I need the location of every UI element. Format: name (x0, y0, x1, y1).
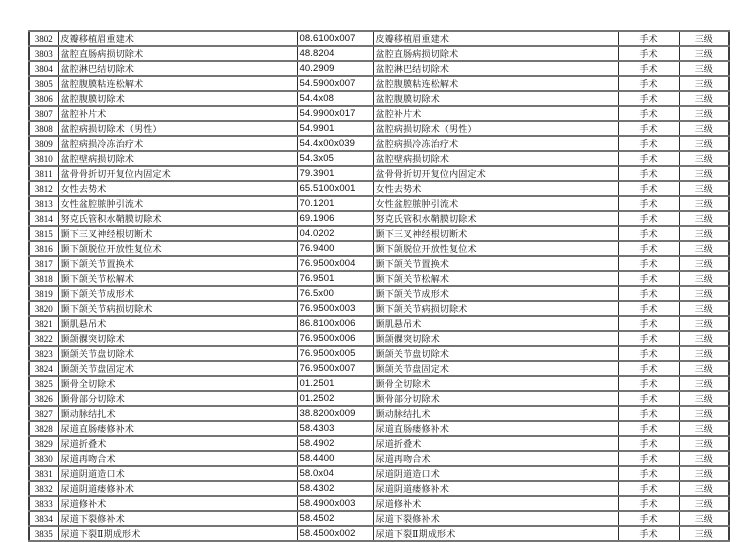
cell-name-repeat: 尿道修补术 (373, 496, 618, 511)
cell-index: 3802 (29, 31, 58, 46)
cell-level: 三级 (679, 451, 729, 466)
cell-index: 3826 (29, 391, 58, 406)
cell-name: 尿道阴道造口术 (58, 466, 297, 481)
cell-name: 颞下颌关节松解术 (58, 271, 297, 286)
cell-index: 3805 (29, 76, 58, 91)
cell-level: 三级 (679, 121, 729, 136)
cell-name: 尿道阴道瘘修补术 (58, 481, 297, 496)
cell-name: 盆腔病损冷冻治疗术 (58, 136, 297, 151)
cell-category: 手术 (618, 121, 679, 136)
cell-category: 手术 (618, 376, 679, 391)
table-row (29, 526, 729, 541)
cell-code: 40.2909 (297, 61, 373, 76)
cell-level: 三级 (679, 271, 729, 286)
cell-level: 三级 (679, 91, 729, 106)
cell-category: 手术 (618, 526, 679, 541)
cell-level: 三级 (679, 166, 729, 181)
cell-category: 手术 (618, 286, 679, 301)
table-row (29, 256, 729, 271)
cell-name: 女性盆腔脓肿引流术 (58, 196, 297, 211)
cell-name: 颞骨部分切除术 (58, 391, 297, 406)
cell-code: 76.9500x003 (297, 301, 373, 316)
cell-code: 65.5100x001 (297, 181, 373, 196)
cell-code: 76.5x00 (297, 286, 373, 301)
cell-level: 三级 (679, 196, 729, 211)
cell-code: 69.1906 (297, 211, 373, 226)
cell-index: 3814 (29, 211, 58, 226)
cell-name: 盆腔补片术 (58, 106, 297, 121)
cell-category: 手术 (618, 226, 679, 241)
cell-index: 3813 (29, 196, 58, 211)
cell-index: 3816 (29, 241, 58, 256)
cell-index: 3828 (29, 421, 58, 436)
cell-code: 01.2501 (297, 376, 373, 391)
cell-index: 3821 (29, 316, 58, 331)
cell-name: 颞下颌关节成形术 (58, 286, 297, 301)
cell-category: 手术 (618, 331, 679, 346)
cell-name-repeat: 皮瓣移植眉重建术 (373, 31, 618, 46)
cell-name: 努克氏管积水鞘膜切除术 (58, 211, 297, 226)
cell-code: 58.4400 (297, 451, 373, 466)
table-row (29, 496, 729, 511)
cell-level: 三级 (679, 211, 729, 226)
cell-code: 76.9501 (297, 271, 373, 286)
cell-level: 三级 (679, 256, 729, 271)
cell-code: 58.0x04 (297, 466, 373, 481)
cell-category: 手术 (618, 496, 679, 511)
cell-index: 3807 (29, 106, 58, 121)
table-row (29, 211, 729, 226)
cell-code: 01.2502 (297, 391, 373, 406)
cell-category: 手术 (618, 151, 679, 166)
cell-name: 颞颌关节盘切除术 (58, 346, 297, 361)
cell-name-repeat: 颞骨全切除术 (373, 376, 618, 391)
cell-index: 3827 (29, 406, 58, 421)
cell-name: 颞颌关节盘固定术 (58, 361, 297, 376)
cell-category: 手术 (618, 241, 679, 256)
cell-index: 3829 (29, 436, 58, 451)
cell-category: 手术 (618, 481, 679, 496)
cell-name: 皮瓣移植眉重建术 (58, 31, 297, 46)
cell-level: 三级 (679, 61, 729, 76)
table-row (29, 406, 729, 421)
cell-level: 三级 (679, 331, 729, 346)
cell-name-repeat: 颞动脉结扎术 (373, 406, 618, 421)
cell-name: 盆腔腹膜切除术 (58, 91, 297, 106)
cell-name-repeat: 盆腔直肠病损切除术 (373, 46, 618, 61)
cell-name: 盆腔壁病损切除术 (58, 151, 297, 166)
cell-level: 三级 (679, 466, 729, 481)
cell-name-repeat: 盆腔腹膜粘连松解术 (373, 76, 618, 91)
table-row (29, 106, 729, 121)
cell-index: 3808 (29, 121, 58, 136)
table-row (29, 166, 729, 181)
cell-name-repeat: 尿道下裂修补术 (373, 511, 618, 526)
cell-name: 颞肌悬吊术 (58, 316, 297, 331)
cell-level: 三级 (679, 511, 729, 526)
cell-category: 手术 (618, 436, 679, 451)
cell-category: 手术 (618, 466, 679, 481)
cell-name-repeat: 盆腔淋巴结切除术 (373, 61, 618, 76)
cell-name-repeat: 盆骨骨折切开复位内固定术 (373, 166, 618, 181)
procedure-table (28, 30, 730, 542)
table-row (29, 46, 729, 61)
table-row (29, 421, 729, 436)
cell-name: 尿道直肠瘘修补术 (58, 421, 297, 436)
table-row (29, 76, 729, 91)
table-row (29, 436, 729, 451)
cell-name-repeat: 尿道阴道造口术 (373, 466, 618, 481)
table-row (29, 181, 729, 196)
table-row (29, 226, 729, 241)
cell-name: 盆腔病损切除术（男性） (58, 121, 297, 136)
cell-category: 手术 (618, 301, 679, 316)
cell-level: 三级 (679, 376, 729, 391)
cell-level: 三级 (679, 316, 729, 331)
cell-code: 54.3x05 (297, 151, 373, 166)
cell-index: 3812 (29, 181, 58, 196)
cell-code: 58.4302 (297, 481, 373, 496)
table-row (29, 136, 729, 151)
cell-name-repeat: 颞下颌关节松解术 (373, 271, 618, 286)
cell-index: 3815 (29, 226, 58, 241)
cell-level: 三级 (679, 346, 729, 361)
table-row (29, 481, 729, 496)
cell-name-repeat: 盆腔病损切除术（男性） (373, 121, 618, 136)
cell-name-repeat: 尿道再吻合术 (373, 451, 618, 466)
cell-index: 3806 (29, 91, 58, 106)
cell-category: 手术 (618, 31, 679, 46)
cell-level: 三级 (679, 301, 729, 316)
table-row (29, 301, 729, 316)
cell-index: 3803 (29, 46, 58, 61)
cell-level: 三级 (679, 181, 729, 196)
cell-code: 08.6100x007 (297, 31, 373, 46)
cell-index: 3825 (29, 376, 58, 391)
cell-name: 颞下颌关节置换术 (58, 256, 297, 271)
cell-name-repeat: 努克氏管积水鞘膜切除术 (373, 211, 618, 226)
table-row (29, 361, 729, 376)
cell-code: 79.3901 (297, 166, 373, 181)
cell-category: 手术 (618, 61, 679, 76)
cell-index: 3804 (29, 61, 58, 76)
cell-category: 手术 (618, 406, 679, 421)
table-row (29, 286, 729, 301)
cell-level: 三级 (679, 391, 729, 406)
cell-level: 三级 (679, 421, 729, 436)
cell-name-repeat: 颞下颌关节置换术 (373, 256, 618, 271)
table-row (29, 346, 729, 361)
cell-name-repeat: 颞颌关节盘固定术 (373, 361, 618, 376)
cell-name-repeat: 盆腔病损冷冻治疗术 (373, 136, 618, 151)
cell-name: 尿道下裂修补术 (58, 511, 297, 526)
cell-index: 3810 (29, 151, 58, 166)
cell-index: 3809 (29, 136, 58, 151)
cell-name-repeat: 尿道阴道瘘修补术 (373, 481, 618, 496)
cell-index: 3823 (29, 346, 58, 361)
cell-category: 手术 (618, 256, 679, 271)
cell-code: 38.8200x009 (297, 406, 373, 421)
cell-index: 3832 (29, 481, 58, 496)
cell-code: 54.9900x017 (297, 106, 373, 121)
cell-category: 手术 (618, 211, 679, 226)
cell-level: 三级 (679, 241, 729, 256)
cell-code: 76.9500x007 (297, 361, 373, 376)
table-row (29, 391, 729, 406)
cell-name-repeat: 颞肌悬吊术 (373, 316, 618, 331)
cell-level: 三级 (679, 406, 729, 421)
cell-name: 尿道修补术 (58, 496, 297, 511)
cell-name-repeat: 颞颌关节盘切除术 (373, 346, 618, 361)
cell-code: 58.4500x002 (297, 526, 373, 541)
cell-name: 尿道折叠术 (58, 436, 297, 451)
cell-code: 58.4303 (297, 421, 373, 436)
cell-name: 颞动脉结扎术 (58, 406, 297, 421)
cell-level: 三级 (679, 286, 729, 301)
table-row (29, 466, 729, 481)
cell-code: 58.4502 (297, 511, 373, 526)
cell-code: 58.4900x003 (297, 496, 373, 511)
cell-index: 3824 (29, 361, 58, 376)
cell-index: 3822 (29, 331, 58, 346)
cell-code: 54.4x00x039 (297, 136, 373, 151)
cell-category: 手术 (618, 46, 679, 61)
table-row (29, 241, 729, 256)
cell-level: 三级 (679, 76, 729, 91)
cell-category: 手术 (618, 346, 679, 361)
table-row (29, 451, 729, 466)
cell-name-repeat: 尿道直肠瘘修补术 (373, 421, 618, 436)
cell-code: 58.4902 (297, 436, 373, 451)
cell-category: 手术 (618, 271, 679, 286)
cell-category: 手术 (618, 421, 679, 436)
cell-category: 手术 (618, 391, 679, 406)
table-row (29, 196, 729, 211)
cell-category: 手术 (618, 451, 679, 466)
table-row (29, 31, 729, 46)
cell-level: 三级 (679, 46, 729, 61)
cell-level: 三级 (679, 526, 729, 541)
cell-level: 三级 (679, 361, 729, 376)
cell-code: 76.9500x006 (297, 331, 373, 346)
cell-category: 手术 (618, 166, 679, 181)
cell-code: 54.5900x007 (297, 76, 373, 91)
cell-index: 3831 (29, 466, 58, 481)
cell-name: 盆腔淋巴结切除术 (58, 61, 297, 76)
cell-name-repeat: 盆腔补片术 (373, 106, 618, 121)
table-row (29, 121, 729, 136)
cell-name-repeat: 颞颌髁突切除术 (373, 331, 618, 346)
cell-code: 04.0202 (297, 226, 373, 241)
cell-code: 54.9901 (297, 121, 373, 136)
cell-name-repeat: 尿道下裂Ⅱ期成形术 (373, 526, 618, 541)
cell-index: 3817 (29, 256, 58, 271)
cell-code: 54.4x08 (297, 91, 373, 106)
cell-code: 70.1201 (297, 196, 373, 211)
table-row (29, 61, 729, 76)
cell-name-repeat: 颞下颌脱位开放性复位术 (373, 241, 618, 256)
cell-category: 手术 (618, 91, 679, 106)
table-row (29, 331, 729, 346)
cell-name-repeat: 尿道折叠术 (373, 436, 618, 451)
table-body (29, 31, 729, 541)
cell-name-repeat: 颞下颌关节成形术 (373, 286, 618, 301)
cell-level: 三级 (679, 151, 729, 166)
cell-code: 76.9500x005 (297, 346, 373, 361)
cell-name: 盆腔直肠病损切除术 (58, 46, 297, 61)
cell-index: 3818 (29, 271, 58, 286)
cell-index: 3833 (29, 496, 58, 511)
table-row (29, 511, 729, 526)
cell-level: 三级 (679, 226, 729, 241)
cell-code: 86.8100x006 (297, 316, 373, 331)
cell-level: 三级 (679, 481, 729, 496)
cell-name: 女性去势术 (58, 181, 297, 196)
cell-code: 76.9500x004 (297, 256, 373, 271)
cell-name-repeat: 盆腔壁病损切除术 (373, 151, 618, 166)
cell-name: 颞下颌脱位开放性复位术 (58, 241, 297, 256)
cell-name: 颞下颌关节病损切除术 (58, 301, 297, 316)
cell-level: 三级 (679, 31, 729, 46)
cell-name-repeat: 女性去势术 (373, 181, 618, 196)
cell-name: 颞骨全切除术 (58, 376, 297, 391)
cell-level: 三级 (679, 436, 729, 451)
cell-name: 颞颌髁突切除术 (58, 331, 297, 346)
cell-name-repeat: 女性盆腔脓肿引流术 (373, 196, 618, 211)
cell-name-repeat: 盆腔腹膜切除术 (373, 91, 618, 106)
cell-category: 手术 (618, 76, 679, 91)
cell-category: 手术 (618, 106, 679, 121)
cell-index: 3819 (29, 286, 58, 301)
cell-name-repeat: 颞下三叉神经根切断术 (373, 226, 618, 241)
table-row (29, 271, 729, 286)
cell-name: 尿道再吻合术 (58, 451, 297, 466)
table-row (29, 151, 729, 166)
cell-index: 3820 (29, 301, 58, 316)
cell-name-repeat: 颞骨部分切除术 (373, 391, 618, 406)
cell-index: 3835 (29, 526, 58, 541)
table-row (29, 376, 729, 391)
cell-name: 尿道下裂Ⅱ期成形术 (58, 526, 297, 541)
cell-category: 手术 (618, 316, 679, 331)
cell-category: 手术 (618, 136, 679, 151)
cell-level: 三级 (679, 136, 729, 151)
table-row (29, 91, 729, 106)
cell-name-repeat: 颞下颌关节病损切除术 (373, 301, 618, 316)
cell-code: 76.9400 (297, 241, 373, 256)
cell-level: 三级 (679, 496, 729, 511)
cell-category: 手术 (618, 196, 679, 211)
cell-category: 手术 (618, 361, 679, 376)
cell-index: 3834 (29, 511, 58, 526)
cell-name: 颞下三叉神经根切断术 (58, 226, 297, 241)
cell-category: 手术 (618, 511, 679, 526)
cell-code: 48.8204 (297, 46, 373, 61)
cell-index: 3811 (29, 166, 58, 181)
cell-level: 三级 (679, 106, 729, 121)
cell-name: 盆骨骨折切开复位内固定术 (58, 166, 297, 181)
cell-index: 3830 (29, 451, 58, 466)
cell-category: 手术 (618, 181, 679, 196)
table-row (29, 316, 729, 331)
cell-name: 盆腔腹膜粘连松解术 (58, 76, 297, 91)
